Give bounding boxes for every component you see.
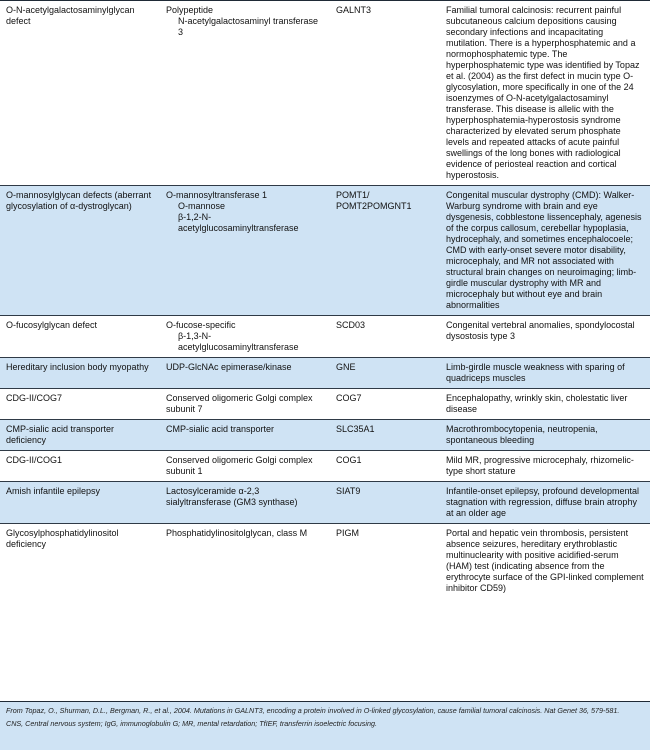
phenotype-cell: Infantile-onset epilepsy, profound developmental stagnation with regression, diffuse brain atrophy at an older age (440, 482, 650, 524)
disorder-cell: O-N-acetylgalactosaminylglycan defect (0, 1, 160, 186)
enzyme-cell: Conserved oligomeric Golgi complex subunit 7 (160, 389, 330, 420)
gene-cell: COG7 (330, 389, 440, 420)
disorder-cell: O-fucosylglycan defect (0, 316, 160, 358)
enzyme-cell: O-fucose-specific β-1,3-N- acetylglucosaminyltransferase (160, 316, 330, 358)
enzyme-cell: Conserved oligomeric Golgi complex subunit 1 (160, 451, 330, 482)
gene-cell: POMT1/ POMT2POMGNT1 (330, 186, 440, 316)
table-row (0, 186, 650, 316)
phenotype-cell: Congenital muscular dystrophy (CMD): Walker-Warburg syndrome with brain and eye dysgenesis, cobblestone lissencephaly, agenesis of the corpus callosum, cerebellar hypoplasia, hydrocephaly, and sometimes encephalocoele; CMD with early-onset severe motor disability, microcephaly, and MR not associated with structural brain changes on neuroimaging; limb-girdle muscular dystrophy with MR and microcephaly but without eye and brain abnormalities (440, 186, 650, 316)
phenotype-cell: Congenital vertebral anomalies, spondylocostal dysostosis type 3 (440, 316, 650, 358)
gene-cell: SLC35A1 (330, 420, 440, 451)
enzyme-cell: Lactosylceramide α-2,3 sialyltransferase (GM3 synthase) (160, 482, 330, 524)
table-row (0, 482, 650, 524)
enzyme-cell: CMP-sialic acid transporter (160, 420, 330, 451)
table-row (0, 358, 650, 389)
phenotype-cell: Encephalopathy, wrinkly skin, cholestatic liver disease (440, 389, 650, 420)
table-row (0, 1, 650, 186)
gene-cell: GNE (330, 358, 440, 389)
enzyme-cell: O-mannosyltransferase 1 O-mannose β-1,2-N- acetylglucosaminyltransferase (160, 186, 330, 316)
table-footnotes (0, 701, 650, 750)
gene-cell: GALNT3 (330, 1, 440, 186)
disorder-cell: Glycosylphosphatidylinositol deficiency (0, 524, 160, 599)
enzyme-cell: UDP-GlcNAc epimerase/kinase (160, 358, 330, 389)
table-row (0, 389, 650, 420)
gene-cell: SIAT9 (330, 482, 440, 524)
phenotype-cell: Limb-girdle muscle weakness with sparing of quadriceps muscles (440, 358, 650, 389)
enzyme-cell: Polypeptide N-acetylgalactosaminyl transferase 3 (160, 1, 330, 186)
table-row (0, 316, 650, 358)
disorder-cell: Hereditary inclusion body myopathy (0, 358, 160, 389)
gene-cell: COG1 (330, 451, 440, 482)
phenotype-cell: Portal and hepatic vein thrombosis, persistent absence seizures, hereditary erythroblastic multinuclearity with positive acidified-serum (HAM) test (indicating absence from the erythrocyte surface of the GPI-linked complement inhibitor CD59) (440, 524, 650, 599)
source-citation: From Topaz, O., Shurman, D.L., Bergman, R., et al., 2004. Mutations in GALNT3, encoding a protein involved in O-linked glycosylation, cause familial tumoral calcinosis. Nat Genet 36, 579-581. (6, 706, 620, 715)
disorder-cell: Amish infantile epilepsy (0, 482, 160, 524)
table-row (0, 451, 650, 482)
disorder-cell: CDG-II/COG1 (0, 451, 160, 482)
phenotype-cell: Familial tumoral calcinosis: recurrent painful subcutaneous calcium depositions causing secondary infections and incapacitating mutilation. There is a hyperphosphatemic and a normophosphatemic type. The hyperphosphatemic type was identified by Topaz et al. (2004) as the first defect in mucin type O-glycosylation, more specifically in one of the 24 isoenzymes of O-N-acetylgalactosaminyl transferase. This disease is allelic with the hyperphosphatemia-hyperostosis syndrome characterized by elevated serum phosphate levels and repeated attacks of acute painful swellings of the long bones with radiological evidence of periosteal reaction and cortical hyperostosis. (440, 1, 650, 186)
gene-cell: PIGM (330, 524, 440, 599)
disorder-cell: O-mannosylglycan defects (aberrant glycosylation of α-dystroglycan) (0, 186, 160, 316)
phenotype-cell: Mild MR, progressive microcephaly, rhizomelic-type short stature (440, 451, 650, 482)
abbreviations-note: CNS, Central nervous system; IgG, immunoglobulin G; MR, mental retardation; TfIEF, transferrin isoelectric focusing. (6, 719, 377, 728)
table-row (0, 524, 650, 599)
disorder-cell: CDG-II/COG7 (0, 389, 160, 420)
gene-cell: SCD03 (330, 316, 440, 358)
table-row (0, 420, 650, 451)
disorder-cell: CMP-sialic acid transporter deficiency (0, 420, 160, 451)
enzyme-cell: Phosphatidylinositolglycan, class M (160, 524, 330, 599)
phenotype-cell: Macrothrombocytopenia, neutropenia, spontaneous bleeding (440, 420, 650, 451)
